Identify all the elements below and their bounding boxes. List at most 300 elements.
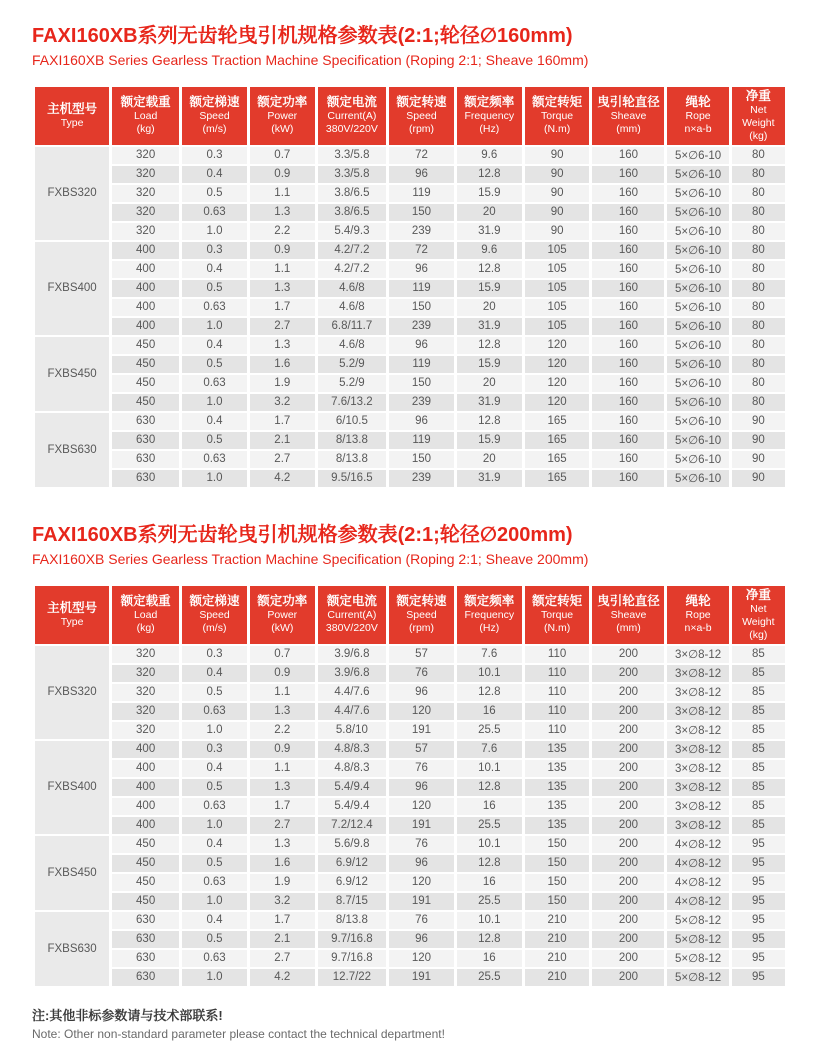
data-cell: 5×∅8-12 <box>667 969 728 986</box>
table-row <box>35 665 785 682</box>
column-header-en: Frequency <box>464 609 515 622</box>
data-cell: 0.63 <box>182 204 247 221</box>
data-cell: 320 <box>112 204 179 221</box>
data-cell: 0.9 <box>250 242 315 259</box>
data-cell: 90 <box>525 223 590 240</box>
data-cell: 630 <box>112 912 179 929</box>
data-cell: 200 <box>592 912 664 929</box>
data-cell: 5×∅6-10 <box>667 394 728 411</box>
data-cell: 630 <box>112 931 179 948</box>
data-cell: 15.9 <box>457 432 522 449</box>
data-cell: 1.0 <box>182 969 247 986</box>
data-cell: 4.6/8 <box>318 280 386 297</box>
data-cell: 5×∅8-12 <box>667 931 728 948</box>
data-cell: 4.2 <box>250 969 315 986</box>
table-row <box>35 798 785 815</box>
data-cell: 95 <box>732 950 785 967</box>
data-cell: 160 <box>592 299 664 316</box>
column-header-zh: 额定功率 <box>257 594 308 609</box>
data-cell: 0.63 <box>182 874 247 891</box>
data-cell: 630 <box>112 432 179 449</box>
data-cell: 12.8 <box>457 684 522 701</box>
table-row <box>35 147 785 164</box>
data-cell: 3×∅8-12 <box>667 779 728 796</box>
data-cell: 12.8 <box>457 413 522 430</box>
column-header-unit: (kW) <box>271 622 294 635</box>
data-cell: 96 <box>389 413 454 430</box>
data-cell: 85 <box>732 722 785 739</box>
data-cell: 200 <box>592 665 664 682</box>
data-cell: 3×∅8-12 <box>667 665 728 682</box>
data-cell: 5×∅6-10 <box>667 223 728 240</box>
data-cell: 0.5 <box>182 185 247 202</box>
data-cell: 31.9 <box>457 470 522 487</box>
data-cell: 90 <box>732 413 785 430</box>
data-cell: 450 <box>112 836 179 853</box>
data-cell: 2.2 <box>250 722 315 739</box>
data-cell: 450 <box>112 375 179 392</box>
column-header-zh: 净重 <box>745 587 771 602</box>
data-cell: 4.6/8 <box>318 299 386 316</box>
data-cell: 191 <box>389 893 454 910</box>
data-cell: 3.8/6.5 <box>318 185 386 202</box>
column-header-en: Load <box>133 609 158 622</box>
data-cell: 20 <box>457 299 522 316</box>
column-header-en: Speed <box>406 609 437 622</box>
data-cell: 320 <box>112 185 179 202</box>
table-row <box>35 318 785 335</box>
table-row <box>35 223 785 240</box>
column-header-unit: (m/s) <box>202 622 227 635</box>
table-row <box>35 817 785 834</box>
column-header-zh: 额定电流 <box>326 95 377 110</box>
data-cell: 3.3/5.8 <box>318 147 386 164</box>
data-cell: 76 <box>389 760 454 777</box>
data-cell: 1.7 <box>250 798 315 815</box>
data-cell: 1.3 <box>250 836 315 853</box>
data-cell: 25.5 <box>457 722 522 739</box>
type-cell: FXBS630 <box>35 912 109 986</box>
data-cell: 135 <box>525 798 590 815</box>
data-cell: 85 <box>732 779 785 796</box>
data-cell: 110 <box>525 646 590 663</box>
data-cell: 7.6 <box>457 646 522 663</box>
data-cell: 105 <box>525 280 590 297</box>
column-header-unit: (mm) <box>616 123 641 136</box>
data-cell: 150 <box>525 855 590 872</box>
data-cell: 0.4 <box>182 665 247 682</box>
data-cell: 0.4 <box>182 912 247 929</box>
data-cell: 160 <box>592 204 664 221</box>
data-cell: 120 <box>389 950 454 967</box>
type-cell: FXBS450 <box>35 337 109 411</box>
type-cell: FXBS320 <box>35 147 109 240</box>
data-cell: 0.7 <box>250 646 315 663</box>
data-cell: 5×∅6-10 <box>667 451 728 468</box>
table-row <box>35 261 785 278</box>
data-cell: 80 <box>732 375 785 392</box>
data-cell: 76 <box>389 665 454 682</box>
note-en: Note: Other non-standard parameter please contact the technical department! <box>32 1027 445 1042</box>
data-cell: 12.8 <box>457 779 522 796</box>
data-cell: 160 <box>592 337 664 354</box>
data-cell: 12.8 <box>457 337 522 354</box>
table-row <box>35 931 785 948</box>
data-cell: 320 <box>112 646 179 663</box>
data-cell: 0.4 <box>182 337 247 354</box>
data-cell: 57 <box>389 741 454 758</box>
data-cell: 85 <box>732 741 785 758</box>
data-cell: 1.7 <box>250 413 315 430</box>
column-header <box>389 586 454 644</box>
data-cell: 5×∅6-10 <box>667 299 728 316</box>
data-cell: 4.2 <box>250 470 315 487</box>
data-cell: 2.1 <box>250 931 315 948</box>
column-header-unit: (m/s) <box>202 123 227 136</box>
data-cell: 0.63 <box>182 950 247 967</box>
data-cell: 85 <box>732 665 785 682</box>
column-header <box>525 586 590 644</box>
data-cell: 3.8/6.5 <box>318 204 386 221</box>
column-header-unit: 380V/220V <box>325 123 378 136</box>
column-header <box>318 586 386 644</box>
data-cell: 160 <box>592 261 664 278</box>
column-header-en: Load <box>133 110 158 123</box>
table-row <box>35 242 785 259</box>
column-header <box>457 586 522 644</box>
data-cell: 72 <box>389 147 454 164</box>
data-cell: 8.7/15 <box>318 893 386 910</box>
data-cell: 3×∅8-12 <box>667 646 728 663</box>
data-cell: 105 <box>525 242 590 259</box>
data-cell: 4×∅8-12 <box>667 836 728 853</box>
data-cell: 10.1 <box>457 912 522 929</box>
data-cell: 105 <box>525 299 590 316</box>
data-cell: 95 <box>732 969 785 986</box>
column-header-en: Net Weight <box>742 602 775 628</box>
column-header-zh: 额定频率 <box>464 594 515 609</box>
column-header-unit: (mm) <box>616 622 641 635</box>
data-cell: 150 <box>525 893 590 910</box>
data-cell: 12.7/22 <box>318 969 386 986</box>
data-cell: 210 <box>525 950 590 967</box>
data-cell: 630 <box>112 969 179 986</box>
data-cell: 1.3 <box>250 703 315 720</box>
data-cell: 160 <box>592 394 664 411</box>
table-section-sheave-200 <box>32 523 788 988</box>
data-cell: 120 <box>525 394 590 411</box>
data-cell: 3×∅8-12 <box>667 703 728 720</box>
data-cell: 160 <box>592 413 664 430</box>
data-cell: 5×∅6-10 <box>667 337 728 354</box>
data-cell: 239 <box>389 223 454 240</box>
data-cell: 210 <box>525 931 590 948</box>
data-cell: 400 <box>112 242 179 259</box>
column-header <box>732 87 785 145</box>
data-cell: 200 <box>592 874 664 891</box>
data-cell: 15.9 <box>457 356 522 373</box>
data-cell: 5×∅6-10 <box>667 166 728 183</box>
data-cell: 165 <box>525 413 590 430</box>
data-cell: 31.9 <box>457 394 522 411</box>
data-cell: 110 <box>525 665 590 682</box>
data-cell: 1.6 <box>250 855 315 872</box>
data-cell: 0.63 <box>182 299 247 316</box>
data-cell: 5×∅8-12 <box>667 950 728 967</box>
data-cell: 1.3 <box>250 204 315 221</box>
data-cell: 4×∅8-12 <box>667 893 728 910</box>
data-cell: 400 <box>112 280 179 297</box>
data-cell: 630 <box>112 413 179 430</box>
data-cell: 160 <box>592 451 664 468</box>
column-header-en: Type <box>60 116 84 129</box>
data-cell: 80 <box>732 337 785 354</box>
data-cell: 12.8 <box>457 931 522 948</box>
column-header-en: Torque <box>541 609 574 622</box>
data-cell: 160 <box>592 280 664 297</box>
data-cell: 12.8 <box>457 261 522 278</box>
data-cell: 120 <box>525 337 590 354</box>
data-cell: 16 <box>457 874 522 891</box>
data-cell: 200 <box>592 931 664 948</box>
data-cell: 80 <box>732 204 785 221</box>
data-cell: 2.7 <box>250 318 315 335</box>
data-cell: 160 <box>592 375 664 392</box>
table-row <box>35 432 785 449</box>
data-cell: 1.3 <box>250 779 315 796</box>
column-header-en: Sheave <box>610 609 647 622</box>
column-header-en: Torque <box>541 110 574 123</box>
data-cell: 16 <box>457 950 522 967</box>
data-cell: 0.5 <box>182 684 247 701</box>
column-header-unit: 380V/220V <box>325 622 378 635</box>
data-cell: 2.7 <box>250 451 315 468</box>
data-cell: 110 <box>525 722 590 739</box>
data-cell: 1.3 <box>250 337 315 354</box>
table-row <box>35 185 785 202</box>
column-header <box>525 87 590 145</box>
data-cell: 200 <box>592 703 664 720</box>
data-cell: 150 <box>389 451 454 468</box>
column-header-zh: 主机型号 <box>47 600 98 615</box>
data-cell: 9.6 <box>457 242 522 259</box>
data-cell: 3.9/6.8 <box>318 646 386 663</box>
data-cell: 80 <box>732 299 785 316</box>
data-cell: 191 <box>389 722 454 739</box>
table-row <box>35 470 785 487</box>
data-cell: 200 <box>592 893 664 910</box>
data-cell: 5×∅6-10 <box>667 375 728 392</box>
data-cell: 450 <box>112 893 179 910</box>
data-cell: 5.2/9 <box>318 356 386 373</box>
data-cell: 0.4 <box>182 760 247 777</box>
data-cell: 200 <box>592 646 664 663</box>
column-header-zh: 额定转速 <box>396 95 447 110</box>
data-cell: 85 <box>732 646 785 663</box>
data-cell: 400 <box>112 299 179 316</box>
data-cell: 0.7 <box>250 147 315 164</box>
data-cell: 15.9 <box>457 185 522 202</box>
data-cell: 400 <box>112 261 179 278</box>
data-cell: 400 <box>112 741 179 758</box>
data-cell: 90 <box>525 166 590 183</box>
data-cell: 0.9 <box>250 741 315 758</box>
data-cell: 1.0 <box>182 223 247 240</box>
data-cell: 0.5 <box>182 855 247 872</box>
column-header-en: Current(A) <box>327 609 377 622</box>
data-cell: 200 <box>592 798 664 815</box>
header-row <box>35 87 785 145</box>
data-cell: 239 <box>389 470 454 487</box>
column-header-en: Net Weight <box>742 103 775 129</box>
data-cell: 2.7 <box>250 950 315 967</box>
column-header-unit: (Hz) <box>479 123 500 136</box>
footer-notes <box>32 1006 788 1044</box>
data-cell: 160 <box>592 318 664 335</box>
data-cell: 1.1 <box>250 261 315 278</box>
data-cell: 95 <box>732 893 785 910</box>
table-row <box>35 779 785 796</box>
data-cell: 15.9 <box>457 280 522 297</box>
data-cell: 120 <box>525 356 590 373</box>
data-cell: 2.7 <box>250 817 315 834</box>
data-cell: 20 <box>457 375 522 392</box>
data-cell: 95 <box>732 912 785 929</box>
data-cell: 9.6 <box>457 147 522 164</box>
column-header <box>592 586 664 644</box>
column-header-en: Frequency <box>464 110 515 123</box>
data-cell: 5×∅6-10 <box>667 432 728 449</box>
data-cell: 239 <box>389 394 454 411</box>
data-cell: 119 <box>389 432 454 449</box>
data-cell: 1.9 <box>250 375 315 392</box>
table-row <box>35 204 785 221</box>
column-header <box>667 586 728 644</box>
column-header-zh: 额定转矩 <box>532 594 583 609</box>
column-header-unit: n×a-b <box>684 622 712 635</box>
data-cell: 96 <box>389 261 454 278</box>
data-cell: 5.4/9.4 <box>318 779 386 796</box>
data-cell: 0.5 <box>182 779 247 796</box>
data-cell: 160 <box>592 242 664 259</box>
data-cell: 450 <box>112 855 179 872</box>
table-row <box>35 893 785 910</box>
column-header-en: Type <box>60 615 84 628</box>
data-cell: 95 <box>732 836 785 853</box>
data-cell: 320 <box>112 722 179 739</box>
column-header-zh: 额定功率 <box>257 95 308 110</box>
data-cell: 165 <box>525 470 590 487</box>
data-cell: 5×∅6-10 <box>667 147 728 164</box>
column-header-zh: 额定载重 <box>120 594 171 609</box>
column-header-zh: 额定电流 <box>326 594 377 609</box>
data-cell: 57 <box>389 646 454 663</box>
data-cell: 160 <box>592 223 664 240</box>
data-cell: 96 <box>389 855 454 872</box>
data-cell: 8/13.8 <box>318 451 386 468</box>
data-cell: 0.4 <box>182 836 247 853</box>
column-header-zh: 额定载重 <box>120 95 171 110</box>
data-cell: 72 <box>389 242 454 259</box>
column-header-unit: (kg) <box>749 129 768 142</box>
data-cell: 9.5/16.5 <box>318 470 386 487</box>
column-header-unit: (kg) <box>136 622 155 635</box>
column-header-unit: (kg) <box>749 628 768 641</box>
column-header-en: Power <box>267 609 298 622</box>
data-cell: 80 <box>732 261 785 278</box>
data-cell: 120 <box>389 798 454 815</box>
data-cell: 2.2 <box>250 223 315 240</box>
data-cell: 80 <box>732 166 785 183</box>
type-cell: FXBS630 <box>35 413 109 487</box>
data-cell: 76 <box>389 836 454 853</box>
data-cell: 1.0 <box>182 817 247 834</box>
data-cell: 400 <box>112 760 179 777</box>
data-cell: 25.5 <box>457 969 522 986</box>
data-cell: 320 <box>112 223 179 240</box>
column-header <box>182 87 247 145</box>
data-cell: 320 <box>112 703 179 720</box>
type-cell: FXBS400 <box>35 242 109 335</box>
data-cell: 0.5 <box>182 432 247 449</box>
data-cell: 4.8/8.3 <box>318 760 386 777</box>
data-cell: 4.4/7.6 <box>318 684 386 701</box>
data-cell: 20 <box>457 451 522 468</box>
data-cell: 1.1 <box>250 684 315 701</box>
data-cell: 110 <box>525 684 590 701</box>
data-cell: 165 <box>525 432 590 449</box>
data-cell: 0.3 <box>182 147 247 164</box>
column-header-zh: 曳引轮直径 <box>597 95 660 110</box>
table-row <box>35 969 785 986</box>
data-cell: 200 <box>592 722 664 739</box>
data-cell: 1.9 <box>250 874 315 891</box>
table-row <box>35 684 785 701</box>
data-cell: 3×∅8-12 <box>667 798 728 815</box>
table-row <box>35 722 785 739</box>
data-cell: 80 <box>732 242 785 259</box>
table-section-sheave-160 <box>32 24 788 489</box>
data-cell: 5×∅8-12 <box>667 912 728 929</box>
column-header-zh: 额定梯速 <box>189 95 240 110</box>
column-header <box>35 87 109 145</box>
data-cell: 9.7/16.8 <box>318 950 386 967</box>
column-header-zh: 额定频率 <box>464 95 515 110</box>
data-cell: 105 <box>525 318 590 335</box>
data-cell: 160 <box>592 356 664 373</box>
table-row <box>35 356 785 373</box>
data-cell: 200 <box>592 760 664 777</box>
data-cell: 8/13.8 <box>318 432 386 449</box>
data-cell: 20 <box>457 204 522 221</box>
column-header-unit: (kW) <box>271 123 294 136</box>
data-cell: 80 <box>732 223 785 240</box>
column-header <box>182 586 247 644</box>
column-header-en: Power <box>267 110 298 123</box>
data-cell: 5.4/9.3 <box>318 223 386 240</box>
data-cell: 4×∅8-12 <box>667 855 728 872</box>
data-cell: 4.2/7.2 <box>318 242 386 259</box>
data-cell: 150 <box>525 836 590 853</box>
data-cell: 120 <box>389 874 454 891</box>
data-cell: 80 <box>732 185 785 202</box>
table-row <box>35 413 785 430</box>
column-header <box>250 586 315 644</box>
data-cell: 150 <box>525 874 590 891</box>
data-cell: 5.8/10 <box>318 722 386 739</box>
data-cell: 7.2/12.4 <box>318 817 386 834</box>
column-header-unit: n×a-b <box>684 123 712 136</box>
